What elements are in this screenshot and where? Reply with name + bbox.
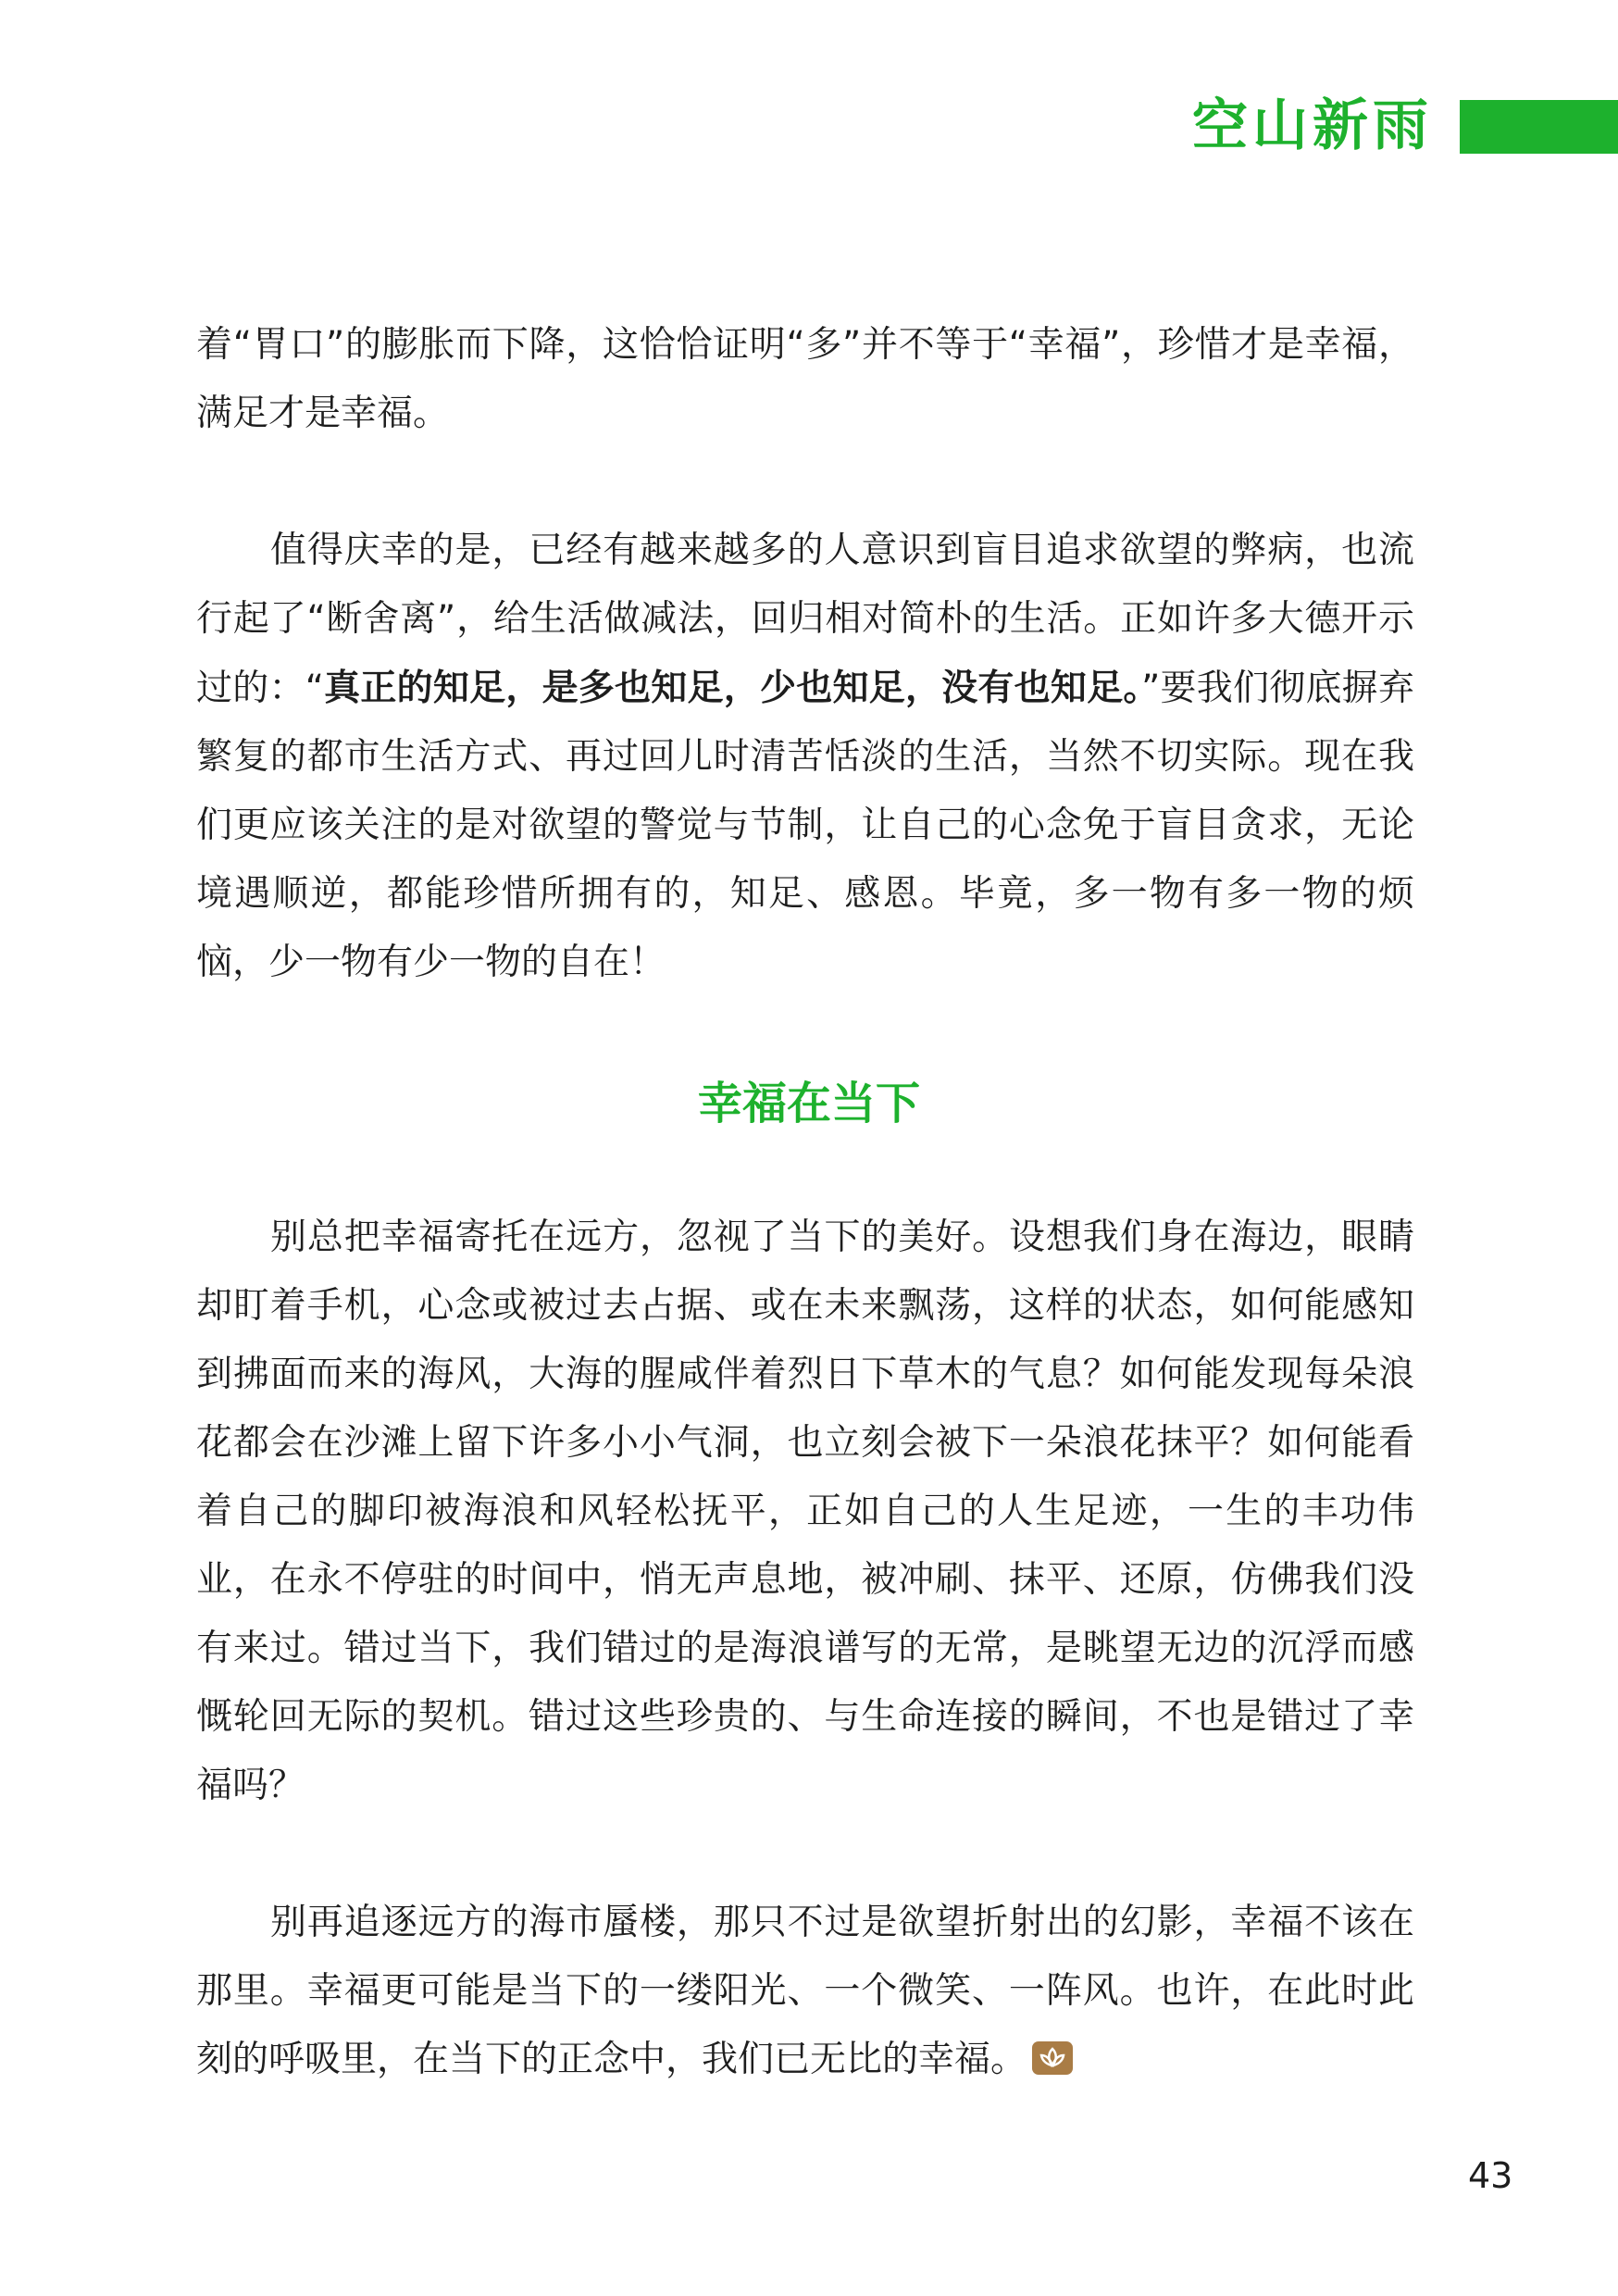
paragraph-desire-part-1: 值得庆幸的是，已经有越来越多的人意识到盲目追求欲望的弊病，也流行起了“断舍离”，给生活做减法，回归相对简朴的生活。正如许多大德开示过的：“ bbox=[196, 530, 1414, 709]
paragraph-desire-part-2: ”要我们彻底摒弃繁复的都市生活方式、再过回儿时清苦恬淡的生活，当然不切实际。现在我们更应该关注的是对欲望的警觉与节制，让自己的心念免于盲目贪求，无论境遇顺逆，都能珍惜所拥有的，知足、感恩。毕竟，多一物有多一物的烦恼，少一物有少一物的自在！ bbox=[196, 668, 1414, 983]
page-number: 43 bbox=[1468, 2155, 1513, 2196]
header-title: 空山新雨 bbox=[1192, 94, 1433, 158]
header-accent-bar bbox=[1460, 100, 1618, 154]
paragraph-closing bbox=[196, 1889, 1414, 2094]
master-quote: 真正的知足，是多也知足，少也知足，没有也知足。 bbox=[323, 667, 1142, 709]
section-heading: 幸福在当下 bbox=[697, 1078, 920, 1129]
section-2-text-2 bbox=[196, 1889, 1414, 2094]
section-2-text bbox=[196, 1204, 1414, 1820]
paragraph-sea: 别总把幸福寄托在远方，忽视了当下的美好。设想我们身在海边，眼睛却盯着手机，心念或被过去占据、或在未来飘荡，这样的状态，如何能感知到拂面而来的海风，大海的腥咸伴着烈日下草木的气息？如何能发现每朵浪花都会在沙滩上留下许多小小气洞，也立刻会被下一朵浪花抹平？如何能看着自己的脚印被海浪和风轻松抚平，正如自己的人生足迹，一生的丰功伟业，在永不停驻的时间中，悄无声息地，被冲刷、抹平、还原，仿佛我们没有来过。错过当下，我们错过的是海浪谱写的无常，是眺望无边的沉浮而感慨轮回无际的契机。错过这些珍贵的、与生命连接的瞬间，不也是错过了幸福吗？ bbox=[196, 1217, 1414, 1806]
paragraph-closing-text: 别再追逐远方的海市蜃楼，那只不过是欲望折射出的幻影，幸福不该在那里。幸福更可能是当下的一缕阳光、一个微笑、一阵风。也许，在此时此刻的呼吸里，在当下的正念中，我们已无比的幸福。 bbox=[196, 1902, 1414, 2080]
lotus-icon bbox=[1032, 2041, 1073, 2075]
section-1-text bbox=[196, 311, 1414, 448]
paragraph-continued: 着“胃口”的膨胀而下降，这恰恰证明“多”并不等于“幸福”，珍惜才是幸福，满足才是幸福。 bbox=[196, 324, 1414, 434]
paragraph-desire bbox=[196, 517, 1414, 997]
section-1-text-2 bbox=[196, 517, 1414, 997]
